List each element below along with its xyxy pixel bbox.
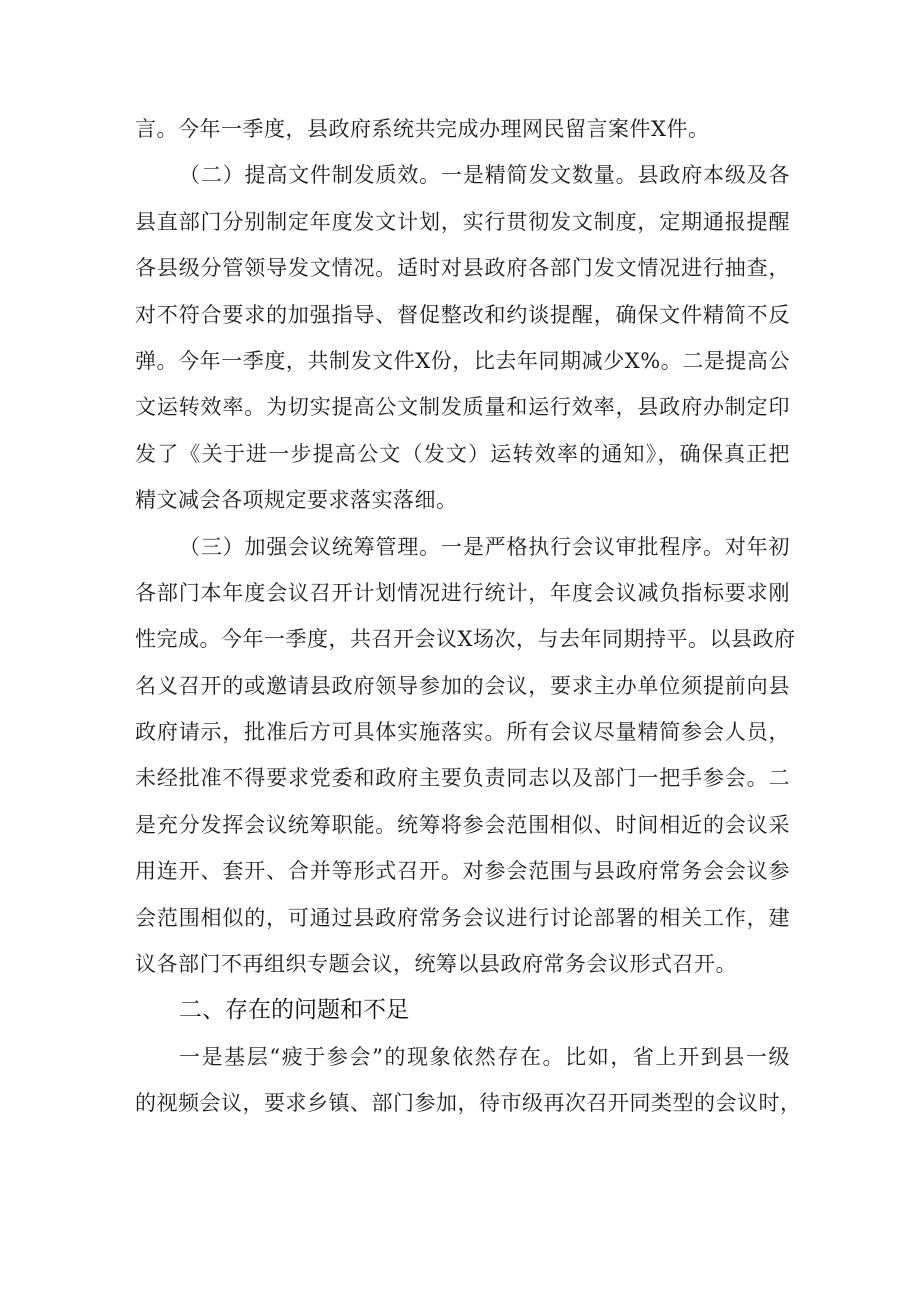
text-line: 名义召开的或邀请县政府领导参加的会议，要求主办单位须提前向县 — [135, 673, 790, 698]
text-line: 政府请示，批准后方可具体实施落实。所有会议尽量精简参会人员， — [135, 720, 790, 745]
text-line: 精文减会各项规定要求落实落细。 — [135, 488, 458, 513]
text-line: 县直部门分别制定年度发文计划，实行贯彻发文制度，定期通报提醒 — [135, 209, 790, 234]
text-line: 未经批准不得要求党委和政府主要负责同志以及部门一把手参会。二 — [135, 766, 790, 791]
text-line: 对不符合要求的加强指导、督促整改和约谈提醒，确保文件精简不反 — [135, 302, 790, 327]
paragraph-problems — [135, 1034, 802, 1127]
text-line: 弹。今年一季度，共制发文件X份，比去年同期减少X%。二是提高公 — [135, 348, 790, 373]
text-line: 各部门本年度会议召开计划情况进行统计，年度会议减负指标要求刚 — [135, 580, 790, 605]
section-heading: 二、存在的问题和不足 — [179, 997, 409, 1024]
text-line: （三）加强会议统筹管理。一是严格执行会议审批程序。对年初 — [179, 534, 790, 559]
text-line: 发了《关于进一步提高公文（发文）运转效率的通知》，确保真正把 — [135, 441, 790, 466]
text-line: 言。今年一季度，县政府系统共完成办理网民留言案件X件。 — [135, 117, 710, 141]
text-line: 一是基层“疲于参会”的现象依然存在。比如，省上开到县一级 — [179, 1044, 790, 1069]
text-line: 各县级分管领导发文情况。适时对县政府各部门发文情况进行抽查， — [135, 256, 790, 281]
text-line: 的视频会议，要求乡镇、部门参加，待市级再次召开同类型的会议时， — [135, 1091, 802, 1116]
text-line: （二）提高文件制发质效。一是精简发文数量。县政府本级及各 — [179, 163, 790, 188]
paragraph-continuation — [135, 106, 790, 152]
text-line: 议各部门不再组织专题会议，统筹以县政府常务会议形式召开。 — [135, 952, 737, 977]
text-line: 性完成。今年一季度，共召开会议X场次，与去年同期持平。以县政府 — [135, 627, 796, 652]
paragraph-meeting-management — [135, 524, 796, 988]
text-line: 是充分发挥会议统筹职能。统筹将参会范围相似、时间相近的会议采 — [135, 812, 790, 837]
paragraph-document-efficiency — [135, 152, 790, 523]
text-line: 文运转效率。为切实提高公文制发质量和运行效率，县政府办制定印 — [135, 395, 790, 420]
document-body — [135, 106, 802, 1127]
text-line: 会范围相似的，可通过县政府常务会议进行讨论部署的相关工作，建 — [135, 905, 790, 930]
text-line: 用连开、套开、合并等形式召开。对参会范围与县政府常务会会议参 — [135, 859, 790, 884]
